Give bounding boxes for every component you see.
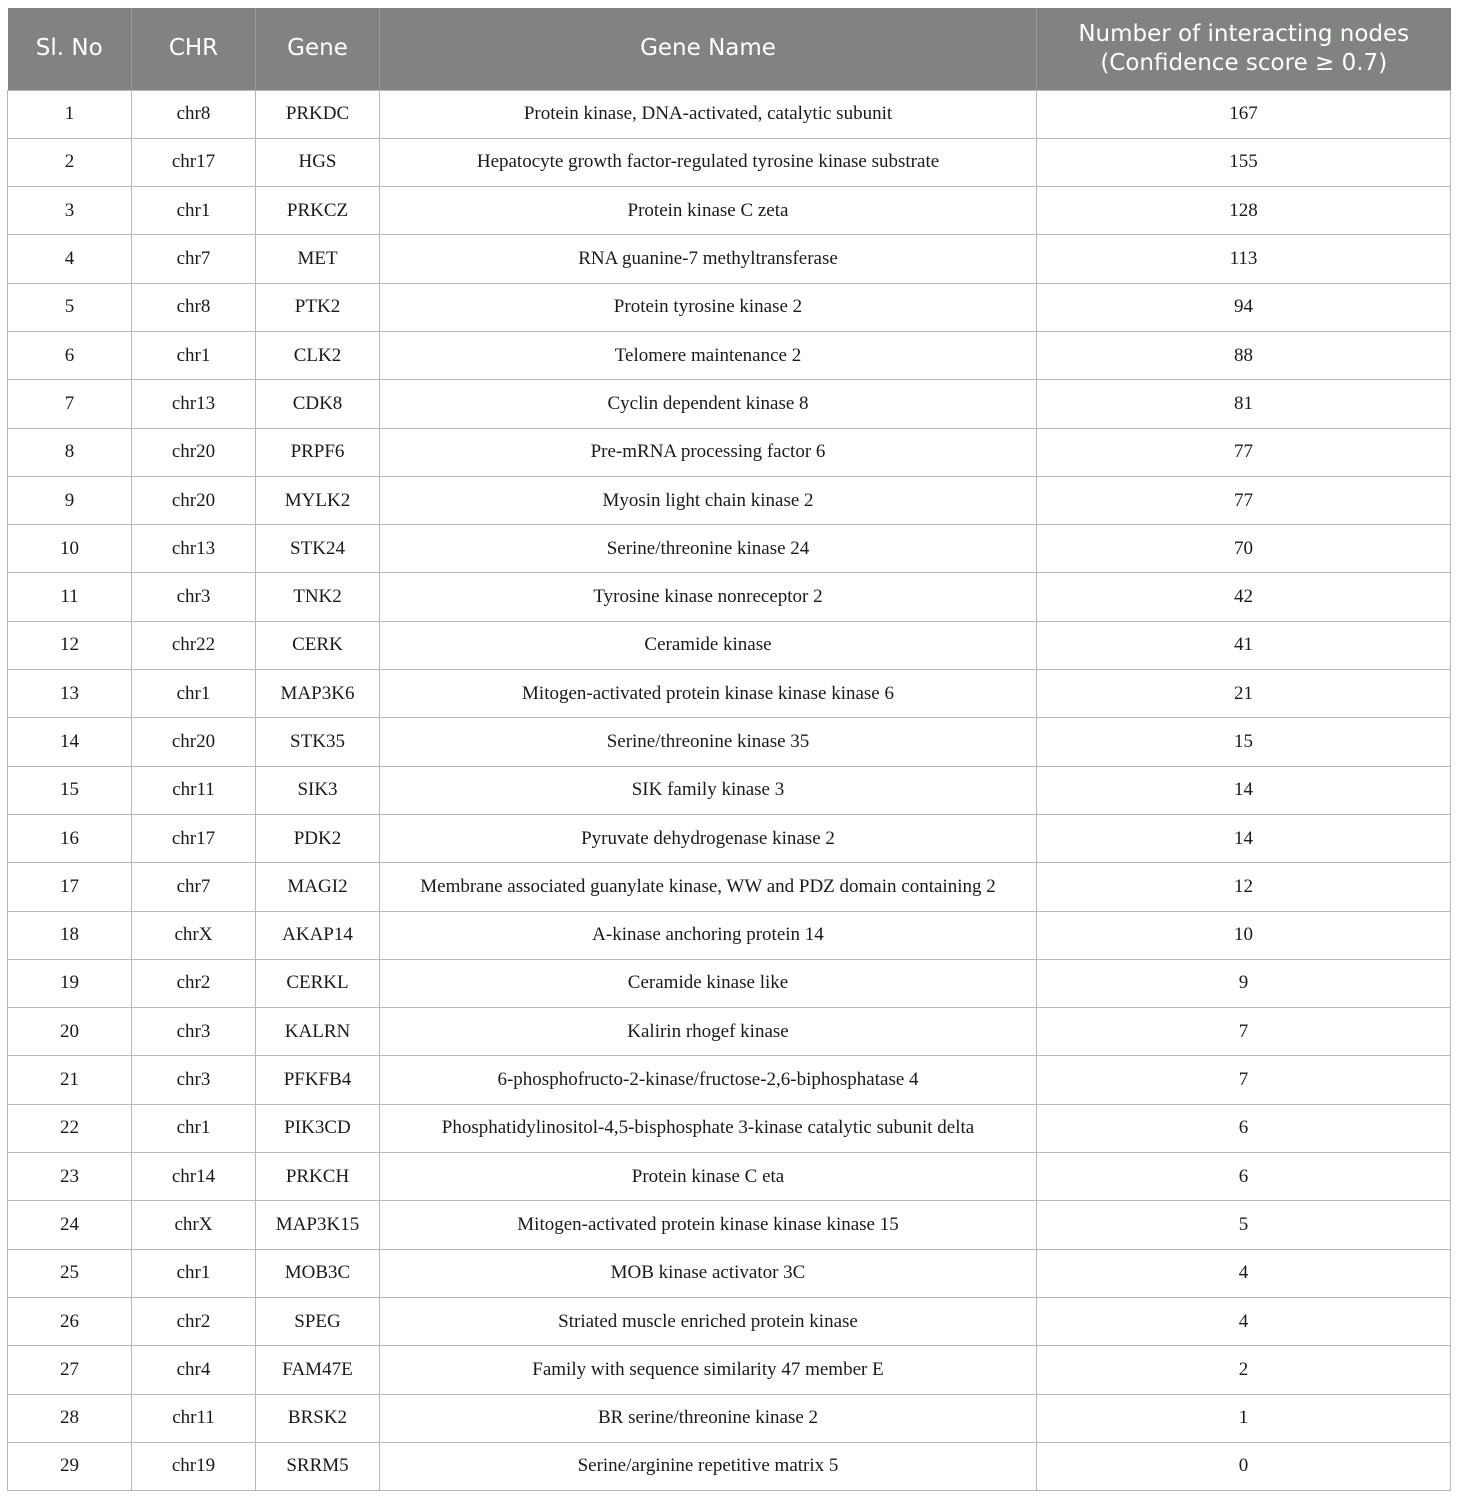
- table-row: [8, 283, 1451, 331]
- header-sl-no: Sl. No: [8, 8, 132, 90]
- cell-chr: chr1: [132, 187, 256, 235]
- cell-chr: chr17: [132, 138, 256, 186]
- cell-gene-name: Mitogen-activated protein kinase kinase kinase 15: [380, 1201, 1037, 1249]
- cell-gene: STK35: [256, 718, 380, 766]
- cell-chr: chr22: [132, 621, 256, 669]
- cell-chr: chr7: [132, 863, 256, 911]
- cell-gene: MET: [256, 235, 380, 283]
- cell-sl-no: 5: [8, 283, 132, 331]
- cell-gene-name: Serine/threonine kinase 35: [380, 718, 1037, 766]
- table-row: [8, 187, 1451, 235]
- cell-gene-name: Striated muscle enriched protein kinase: [380, 1297, 1037, 1345]
- cell-interacting-nodes: 77: [1037, 476, 1451, 524]
- cell-chr: chrX: [132, 1201, 256, 1249]
- cell-gene-name: RNA guanine-7 methyltransferase: [380, 235, 1037, 283]
- cell-interacting-nodes: 7: [1037, 1008, 1451, 1056]
- cell-sl-no: 12: [8, 621, 132, 669]
- table-row: [8, 621, 1451, 669]
- cell-interacting-nodes: 94: [1037, 283, 1451, 331]
- cell-gene: SRRM5: [256, 1442, 380, 1490]
- cell-gene-name: MOB kinase activator 3C: [380, 1249, 1037, 1297]
- table-row: [8, 90, 1451, 138]
- cell-interacting-nodes: 155: [1037, 138, 1451, 186]
- cell-sl-no: 4: [8, 235, 132, 283]
- cell-chr: chr1: [132, 670, 256, 718]
- table-row: [8, 863, 1451, 911]
- cell-gene: PIK3CD: [256, 1104, 380, 1152]
- cell-sl-no: 3: [8, 187, 132, 235]
- cell-interacting-nodes: 77: [1037, 428, 1451, 476]
- cell-gene-name: Pyruvate dehydrogenase kinase 2: [380, 814, 1037, 862]
- cell-gene: PRKCZ: [256, 187, 380, 235]
- cell-gene-name: BR serine/threonine kinase 2: [380, 1394, 1037, 1442]
- cell-interacting-nodes: 0: [1037, 1442, 1451, 1490]
- table-row: [8, 959, 1451, 1007]
- cell-sl-no: 28: [8, 1394, 132, 1442]
- table-row: [8, 235, 1451, 283]
- cell-sl-no: 18: [8, 911, 132, 959]
- header-chr: CHR: [132, 8, 256, 90]
- table-row: [8, 525, 1451, 573]
- table-row: [8, 1442, 1451, 1490]
- cell-interacting-nodes: 9: [1037, 959, 1451, 1007]
- cell-gene-name: Myosin light chain kinase 2: [380, 476, 1037, 524]
- cell-chr: chr3: [132, 573, 256, 621]
- cell-chr: chr2: [132, 959, 256, 1007]
- cell-sl-no: 26: [8, 1297, 132, 1345]
- cell-chr: chr11: [132, 766, 256, 814]
- cell-interacting-nodes: 88: [1037, 331, 1451, 379]
- header-row: [8, 8, 1451, 90]
- cell-sl-no: 25: [8, 1249, 132, 1297]
- cell-gene: AKAP14: [256, 911, 380, 959]
- cell-gene-name: Pre-mRNA processing factor 6: [380, 428, 1037, 476]
- cell-gene: MAP3K6: [256, 670, 380, 718]
- cell-chr: chr19: [132, 1442, 256, 1490]
- header-interacting-nodes-line2: (Confidence score ≥ 0.7): [1100, 49, 1388, 76]
- cell-sl-no: 21: [8, 1056, 132, 1104]
- cell-gene: PFKFB4: [256, 1056, 380, 1104]
- cell-interacting-nodes: 41: [1037, 621, 1451, 669]
- cell-interacting-nodes: 10: [1037, 911, 1451, 959]
- table-row: [8, 476, 1451, 524]
- cell-gene-name: 6-phosphofructo-2-kinase/fructose-2,6-biphosphatase 4: [380, 1056, 1037, 1104]
- cell-gene-name: Family with sequence similarity 47 member E: [380, 1346, 1037, 1394]
- cell-sl-no: 17: [8, 863, 132, 911]
- gene-table: [7, 8, 1451, 1491]
- table-row: [8, 1104, 1451, 1152]
- cell-gene-name: Cyclin dependent kinase 8: [380, 380, 1037, 428]
- cell-chr: chr3: [132, 1008, 256, 1056]
- cell-interacting-nodes: 2: [1037, 1346, 1451, 1394]
- cell-chr: chr14: [132, 1153, 256, 1201]
- cell-gene-name: Mitogen-activated protein kinase kinase kinase 6: [380, 670, 1037, 718]
- cell-sl-no: 23: [8, 1153, 132, 1201]
- cell-gene-name: Telomere maintenance 2: [380, 331, 1037, 379]
- cell-gene-name: Ceramide kinase: [380, 621, 1037, 669]
- cell-gene: HGS: [256, 138, 380, 186]
- table-row: [8, 1056, 1451, 1104]
- cell-chr: chr13: [132, 525, 256, 573]
- gene-table-container: [7, 8, 1450, 1491]
- cell-gene: BRSK2: [256, 1394, 380, 1442]
- cell-chr: chr11: [132, 1394, 256, 1442]
- cell-sl-no: 2: [8, 138, 132, 186]
- cell-chr: chr1: [132, 331, 256, 379]
- cell-gene-name: SIK family kinase 3: [380, 766, 1037, 814]
- cell-gene-name: Protein kinase, DNA-activated, catalytic subunit: [380, 90, 1037, 138]
- cell-interacting-nodes: 12: [1037, 863, 1451, 911]
- cell-sl-no: 1: [8, 90, 132, 138]
- cell-chr: chr2: [132, 1297, 256, 1345]
- cell-chr: chr4: [132, 1346, 256, 1394]
- cell-gene: CDK8: [256, 380, 380, 428]
- cell-interacting-nodes: 21: [1037, 670, 1451, 718]
- cell-interacting-nodes: 4: [1037, 1297, 1451, 1345]
- cell-gene-name: Kalirin rhogef kinase: [380, 1008, 1037, 1056]
- cell-chr: chr8: [132, 283, 256, 331]
- table-row: [8, 670, 1451, 718]
- cell-sl-no: 11: [8, 573, 132, 621]
- cell-gene-name: Serine/threonine kinase 24: [380, 525, 1037, 573]
- cell-sl-no: 22: [8, 1104, 132, 1152]
- cell-interacting-nodes: 1: [1037, 1394, 1451, 1442]
- cell-sl-no: 19: [8, 959, 132, 1007]
- cell-sl-no: 20: [8, 1008, 132, 1056]
- cell-gene-name: Tyrosine kinase nonreceptor 2: [380, 573, 1037, 621]
- cell-gene: STK24: [256, 525, 380, 573]
- table-header: [8, 8, 1451, 90]
- cell-interacting-nodes: 167: [1037, 90, 1451, 138]
- cell-gene: PRKDC: [256, 90, 380, 138]
- header-interacting-nodes-line1: Number of interacting nodes: [1078, 20, 1410, 47]
- cell-gene-name: Ceramide kinase like: [380, 959, 1037, 1007]
- cell-interacting-nodes: 6: [1037, 1153, 1451, 1201]
- cell-gene: PDK2: [256, 814, 380, 862]
- cell-gene: FAM47E: [256, 1346, 380, 1394]
- cell-gene-name: A-kinase anchoring protein 14: [380, 911, 1037, 959]
- cell-sl-no: 8: [8, 428, 132, 476]
- cell-gene: SIK3: [256, 766, 380, 814]
- cell-sl-no: 14: [8, 718, 132, 766]
- table-row: [8, 380, 1451, 428]
- cell-gene: KALRN: [256, 1008, 380, 1056]
- cell-interacting-nodes: 7: [1037, 1056, 1451, 1104]
- table-row: [8, 911, 1451, 959]
- cell-chr: chr3: [132, 1056, 256, 1104]
- header-interacting-nodes: [1037, 8, 1451, 90]
- cell-interacting-nodes: 70: [1037, 525, 1451, 573]
- cell-gene-name: Phosphatidylinositol-4,5-bisphosphate 3-kinase catalytic subunit delta: [380, 1104, 1037, 1152]
- cell-chr: chr20: [132, 718, 256, 766]
- cell-gene: PRPF6: [256, 428, 380, 476]
- cell-sl-no: 13: [8, 670, 132, 718]
- cell-interacting-nodes: 81: [1037, 380, 1451, 428]
- cell-sl-no: 6: [8, 331, 132, 379]
- cell-sl-no: 15: [8, 766, 132, 814]
- cell-gene-name: Membrane associated guanylate kinase, WW and PDZ domain containing 2: [380, 863, 1037, 911]
- table-row: [8, 814, 1451, 862]
- cell-gene: TNK2: [256, 573, 380, 621]
- table-row: [8, 573, 1451, 621]
- cell-gene: CERK: [256, 621, 380, 669]
- cell-interacting-nodes: 113: [1037, 235, 1451, 283]
- cell-interacting-nodes: 4: [1037, 1249, 1451, 1297]
- cell-chr: chr8: [132, 90, 256, 138]
- cell-interacting-nodes: 14: [1037, 766, 1451, 814]
- table-body: [8, 90, 1451, 1491]
- cell-chr: chr17: [132, 814, 256, 862]
- cell-interacting-nodes: 15: [1037, 718, 1451, 766]
- cell-gene: CERKL: [256, 959, 380, 1007]
- cell-gene: CLK2: [256, 331, 380, 379]
- cell-gene-name: Protein tyrosine kinase 2: [380, 283, 1037, 331]
- table-row: [8, 1346, 1451, 1394]
- table-row: [8, 138, 1451, 186]
- cell-chr: chrX: [132, 911, 256, 959]
- cell-interacting-nodes: 42: [1037, 573, 1451, 621]
- cell-gene-name: Hepatocyte growth factor-regulated tyrosine kinase substrate: [380, 138, 1037, 186]
- cell-gene: PTK2: [256, 283, 380, 331]
- cell-gene: PRKCH: [256, 1153, 380, 1201]
- cell-sl-no: 27: [8, 1346, 132, 1394]
- cell-sl-no: 16: [8, 814, 132, 862]
- cell-chr: chr13: [132, 380, 256, 428]
- cell-gene: MAP3K15: [256, 1201, 380, 1249]
- table-row: [8, 1153, 1451, 1201]
- cell-interacting-nodes: 14: [1037, 814, 1451, 862]
- cell-interacting-nodes: 5: [1037, 1201, 1451, 1249]
- cell-chr: chr1: [132, 1104, 256, 1152]
- table-row: [8, 1249, 1451, 1297]
- header-gene-name: Gene Name: [380, 8, 1037, 90]
- table-row: [8, 1394, 1451, 1442]
- cell-interacting-nodes: 6: [1037, 1104, 1451, 1152]
- cell-sl-no: 9: [8, 476, 132, 524]
- table-row: [8, 1008, 1451, 1056]
- table-row: [8, 766, 1451, 814]
- cell-gene-name: Protein kinase C zeta: [380, 187, 1037, 235]
- cell-sl-no: 24: [8, 1201, 132, 1249]
- cell-sl-no: 7: [8, 380, 132, 428]
- cell-chr: chr1: [132, 1249, 256, 1297]
- table-row: [8, 331, 1451, 379]
- cell-gene: MYLK2: [256, 476, 380, 524]
- cell-gene-name: Serine/arginine repetitive matrix 5: [380, 1442, 1037, 1490]
- table-row: [8, 1297, 1451, 1345]
- cell-sl-no: 29: [8, 1442, 132, 1490]
- cell-gene: MAGI2: [256, 863, 380, 911]
- cell-chr: chr20: [132, 476, 256, 524]
- cell-sl-no: 10: [8, 525, 132, 573]
- cell-chr: chr20: [132, 428, 256, 476]
- cell-gene: SPEG: [256, 1297, 380, 1345]
- header-gene: Gene: [256, 8, 380, 90]
- cell-chr: chr7: [132, 235, 256, 283]
- cell-gene: MOB3C: [256, 1249, 380, 1297]
- table-row: [8, 428, 1451, 476]
- cell-gene-name: Protein kinase C eta: [380, 1153, 1037, 1201]
- table-row: [8, 718, 1451, 766]
- cell-interacting-nodes: 128: [1037, 187, 1451, 235]
- table-row: [8, 1201, 1451, 1249]
